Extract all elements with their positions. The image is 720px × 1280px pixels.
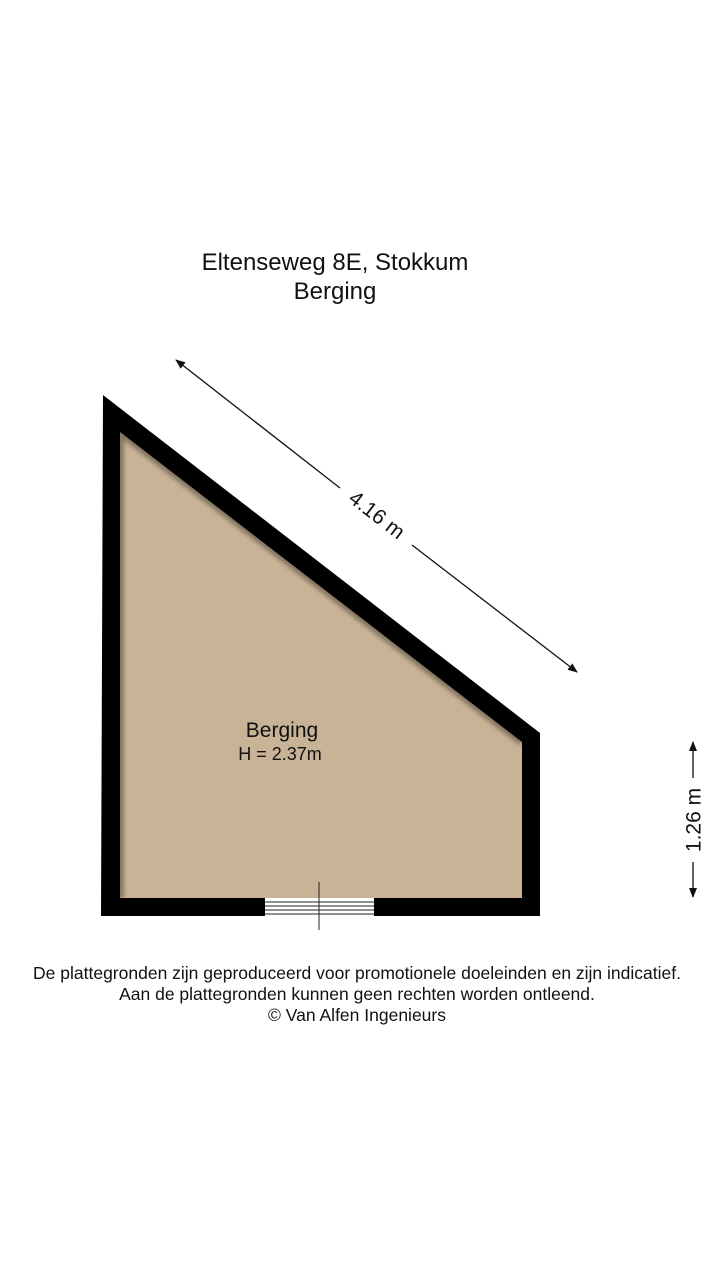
room-name: Berging bbox=[245, 719, 319, 742]
diagonal-dimension-label: 4.16 m bbox=[344, 486, 410, 544]
diagonal-dimension-line-lower bbox=[412, 545, 577, 672]
diagonal-dimension-line-upper bbox=[176, 360, 340, 488]
room-floor bbox=[120, 432, 522, 898]
right-wall-dimension bbox=[683, 742, 706, 897]
copyright-line: © Van Alfen Ingenieurs bbox=[268, 1005, 446, 1025]
disclaimer bbox=[0, 963, 714, 1026]
address-title: Eltenseweg 8E, Stokkum bbox=[201, 249, 469, 276]
disclaimer-line-2: Aan de plattegronden kunnen geen rechten worden ontleend. bbox=[119, 984, 595, 1004]
disclaimer-line-1: De plattegronden zijn geproduceerd voor promotionele doeleinden en zijn indicatief. bbox=[33, 963, 681, 983]
right-dimension-label: 1.26 m bbox=[682, 787, 706, 853]
floor-title: Berging bbox=[293, 278, 377, 305]
room-height: H = 2.37m bbox=[238, 744, 322, 764]
